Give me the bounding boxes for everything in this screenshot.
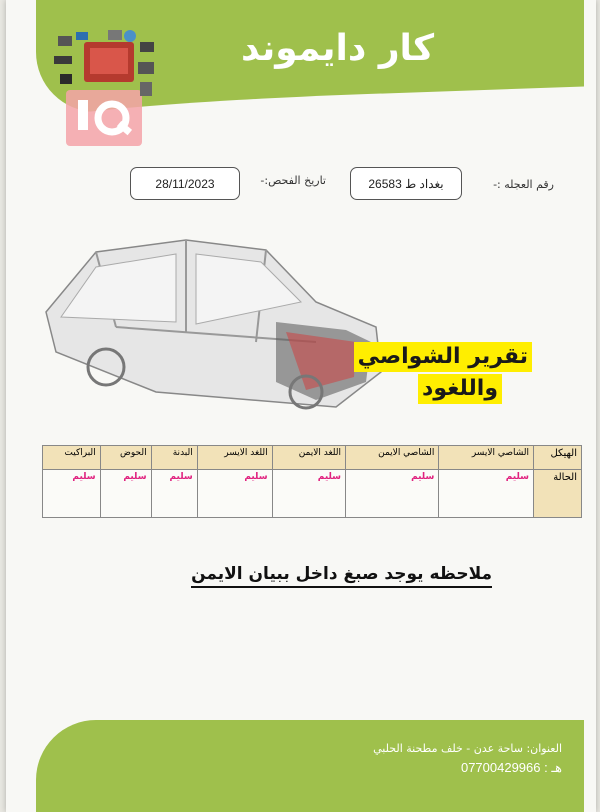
footer-address: العنوان: ساحة عدن - خلف مطحنة الحلبي bbox=[373, 742, 562, 755]
status-cell: سليم bbox=[272, 470, 345, 518]
inspection-date-field: 28/11/2023 bbox=[130, 167, 240, 200]
vehicle-number-label: رقم العجله :- bbox=[493, 178, 554, 191]
footer-phone: هـ : 07700429966 bbox=[460, 760, 562, 775]
column-header: اللغد الايسر bbox=[197, 446, 272, 470]
column-header: الحوض bbox=[100, 446, 151, 470]
report-title-line2: واللغود bbox=[418, 374, 502, 404]
table-header-row bbox=[43, 446, 582, 470]
column-header: الشاصي الايمن bbox=[346, 446, 439, 470]
row-header-structure: الهيكل bbox=[534, 446, 582, 470]
footer-banner bbox=[36, 720, 584, 812]
column-header: البدنة bbox=[151, 446, 197, 470]
column-header: الشاصي الايسر bbox=[439, 446, 534, 470]
inspection-note: ملاحظه يوجد صبغ داخل ببيان الايمن bbox=[191, 564, 492, 588]
vehicle-number-field: 26583 بغداد ط bbox=[350, 167, 462, 200]
status-cell: سليم bbox=[346, 470, 439, 518]
status-cell: سليم bbox=[439, 470, 534, 518]
status-cell: سليم bbox=[100, 470, 151, 518]
inspection-status-table bbox=[42, 445, 582, 518]
column-header: اللغد الايمن bbox=[272, 446, 345, 470]
status-cell: سليم bbox=[151, 470, 197, 518]
car-body-frame-illustration bbox=[36, 232, 386, 417]
status-cell: سليم bbox=[197, 470, 272, 518]
report-title-line1: تقرير الشواصي bbox=[354, 342, 532, 372]
company-logo bbox=[50, 26, 160, 156]
report-page bbox=[6, 0, 596, 812]
inspection-date-label: تاريخ الفحص:- bbox=[260, 174, 326, 187]
table-row bbox=[43, 470, 582, 518]
column-header: البراكيت bbox=[43, 446, 101, 470]
report-title bbox=[354, 342, 532, 404]
row-header-status: الحالة bbox=[534, 470, 582, 518]
status-cell: سليم bbox=[43, 470, 101, 518]
brand-title: كار دايموند bbox=[240, 28, 434, 69]
